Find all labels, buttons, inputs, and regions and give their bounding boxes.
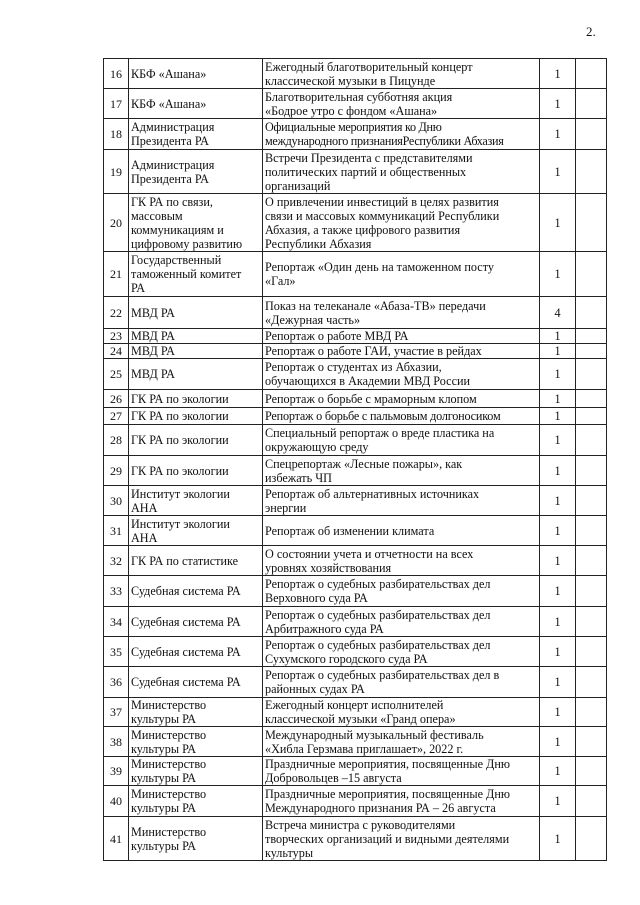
page-number: 2. — [586, 24, 596, 39]
count-cell: 1 — [540, 150, 576, 194]
organization-cell: Администрация Президента РА — [129, 150, 263, 194]
count-cell: 1 — [540, 516, 576, 546]
empty-cell — [576, 486, 607, 516]
count-cell: 1 — [540, 576, 576, 607]
table-row — [104, 194, 607, 252]
table-row — [104, 150, 607, 194]
table-row — [104, 637, 607, 667]
empty-cell — [576, 408, 607, 425]
count-cell: 1 — [540, 329, 576, 344]
empty-cell — [576, 456, 607, 486]
row-number: 33 — [104, 576, 129, 607]
description-cell: Репортаж о борьбе с мраморным клопом — [263, 390, 540, 408]
organization-cell: Судебная система РА — [129, 637, 263, 667]
description-cell: Встреча министра с руководителями творческих организаций и видными деятелями культуры — [263, 817, 540, 861]
organization-cell: Министерство культуры РА — [129, 817, 263, 861]
count-cell: 1 — [540, 698, 576, 727]
row-number: 16 — [104, 59, 129, 89]
empty-cell — [576, 329, 607, 344]
row-number: 20 — [104, 194, 129, 252]
description-cell: Праздничные мероприятия, посвященные Дню Международного признания РА – 26 августа — [263, 786, 540, 817]
table-row — [104, 359, 607, 390]
row-number: 41 — [104, 817, 129, 861]
empty-cell — [576, 637, 607, 667]
table-row — [104, 698, 607, 727]
table-row — [104, 456, 607, 486]
row-number: 32 — [104, 546, 129, 576]
row-number: 19 — [104, 150, 129, 194]
row-number: 27 — [104, 408, 129, 425]
organization-cell: МВД РА — [129, 344, 263, 359]
table-row — [104, 757, 607, 786]
empty-cell — [576, 757, 607, 786]
organization-cell: ГК РА по экологии — [129, 390, 263, 408]
row-number: 18 — [104, 119, 129, 150]
events-table — [103, 58, 607, 861]
count-cell: 1 — [540, 252, 576, 297]
count-cell: 4 — [540, 297, 576, 329]
count-cell: 1 — [540, 344, 576, 359]
count-cell: 1 — [540, 59, 576, 89]
table-row — [104, 297, 607, 329]
organization-cell: МВД РА — [129, 297, 263, 329]
row-number: 22 — [104, 297, 129, 329]
count-cell: 1 — [540, 546, 576, 576]
table-row — [104, 59, 607, 89]
table-row — [104, 390, 607, 408]
count-cell: 1 — [540, 817, 576, 861]
count-cell: 1 — [540, 359, 576, 390]
organization-cell: ГК РА по статистике — [129, 546, 263, 576]
table-row — [104, 516, 607, 546]
organization-cell: Судебная система РА — [129, 607, 263, 637]
description-cell: Показ на телеканале «Абаза-ТВ» передачи «Дежурная часть» — [263, 297, 540, 329]
organization-cell: Министерство культуры РА — [129, 757, 263, 786]
organization-cell: КБФ «Ашана» — [129, 59, 263, 89]
organization-cell: МВД РА — [129, 329, 263, 344]
count-cell: 1 — [540, 425, 576, 456]
row-number: 23 — [104, 329, 129, 344]
organization-cell: ГК РА по экологии — [129, 408, 263, 425]
count-cell: 1 — [540, 667, 576, 698]
table-row — [104, 607, 607, 637]
description-cell: О привлечении инвестиций в целях развития связи и массовых коммуникаций Республики Абхазия, а также цифрового развития Республики Абхазия — [263, 194, 540, 252]
description-cell: Репортаж об изменении климата — [263, 516, 540, 546]
description-cell: Репортаж о студентах из Абхазии, обучающихся в Академии МВД России — [263, 359, 540, 390]
empty-cell — [576, 119, 607, 150]
organization-cell: Судебная система РА — [129, 576, 263, 607]
description-cell: Репортаж о работе ГАИ, участие в рейдах — [263, 344, 540, 359]
empty-cell — [576, 786, 607, 817]
organization-cell: Министерство культуры РА — [129, 698, 263, 727]
description-cell: Международный музыкальный фестиваль «Хибла Герзмава приглашает», 2022 г. — [263, 727, 540, 757]
count-cell: 1 — [540, 119, 576, 150]
row-number: 24 — [104, 344, 129, 359]
table-row — [104, 546, 607, 576]
organization-cell: ГК РА по экологии — [129, 425, 263, 456]
description-cell: Благотворительная субботняя акция «Бодрое утро с фондом «Ашана» — [263, 89, 540, 119]
table-row — [104, 344, 607, 359]
description-cell: Спецрепортаж «Лесные пожары», как избежать ЧП — [263, 456, 540, 486]
row-number: 25 — [104, 359, 129, 390]
row-number: 26 — [104, 390, 129, 408]
count-cell: 1 — [540, 607, 576, 637]
row-number: 31 — [104, 516, 129, 546]
empty-cell — [576, 817, 607, 861]
description-cell: Репортаж о работе МВД РА — [263, 329, 540, 344]
description-cell: Специальный репортаж о вреде пластика на окружающую среду — [263, 425, 540, 456]
organization-cell: ГК РА по экологии — [129, 456, 263, 486]
empty-cell — [576, 698, 607, 727]
description-cell: Репортаж о судебных разбирательствах дел Арбитражного суда РА — [263, 607, 540, 637]
row-number: 40 — [104, 786, 129, 817]
empty-cell — [576, 150, 607, 194]
description-cell: Репортаж о судебных разбирательствах дел в районных судах РА — [263, 667, 540, 698]
row-number: 34 — [104, 607, 129, 637]
count-cell: 1 — [540, 89, 576, 119]
count-cell: 1 — [540, 637, 576, 667]
empty-cell — [576, 344, 607, 359]
organization-cell: Судебная система РА — [129, 667, 263, 698]
row-number: 17 — [104, 89, 129, 119]
count-cell: 1 — [540, 486, 576, 516]
row-number: 36 — [104, 667, 129, 698]
description-cell: Встречи Президента с представителями политических партий и общественных организаций — [263, 150, 540, 194]
count-cell: 1 — [540, 408, 576, 425]
table-row — [104, 252, 607, 297]
empty-cell — [576, 516, 607, 546]
row-number: 29 — [104, 456, 129, 486]
empty-cell — [576, 576, 607, 607]
description-cell: Ежегодный концерт исполнителей классической музыки «Гранд опера» — [263, 698, 540, 727]
row-number: 28 — [104, 425, 129, 456]
description-cell: Репортаж об альтернативных источниках энергии — [263, 486, 540, 516]
description-cell: Репортаж «Один день на таможенном посту «Гал» — [263, 252, 540, 297]
organization-cell: Институт экологии АНА — [129, 516, 263, 546]
organization-cell: Государственный таможенный комитет РА — [129, 252, 263, 297]
empty-cell — [576, 727, 607, 757]
table-row — [104, 329, 607, 344]
empty-cell — [576, 425, 607, 456]
table-row — [104, 486, 607, 516]
table-row — [104, 727, 607, 757]
organization-cell: ГК РА по связи, массовым коммуникациям и цифровому развитию — [129, 194, 263, 252]
empty-cell — [576, 546, 607, 576]
empty-cell — [576, 297, 607, 329]
empty-cell — [576, 607, 607, 637]
empty-cell — [576, 667, 607, 698]
count-cell: 1 — [540, 757, 576, 786]
count-cell: 1 — [540, 194, 576, 252]
empty-cell — [576, 252, 607, 297]
row-number: 30 — [104, 486, 129, 516]
empty-cell — [576, 390, 607, 408]
row-number: 39 — [104, 757, 129, 786]
organization-cell: КБФ «Ашана» — [129, 89, 263, 119]
description-cell: Репортаж о судебных разбирательствах дел Сухумского городского суда РА — [263, 637, 540, 667]
description-cell: Официальные мероприятия ко Дню международного признанияРеспублики Абхазия — [263, 119, 540, 150]
description-cell: Репортаж о борьбе с пальмовым долгоносиком — [263, 408, 540, 425]
organization-cell: МВД РА — [129, 359, 263, 390]
table-row — [104, 89, 607, 119]
organization-cell: Министерство культуры РА — [129, 727, 263, 757]
organization-cell: Институт экологии АНА — [129, 486, 263, 516]
description-cell: О состоянии учета и отчетности на всех уровнях хозяйствования — [263, 546, 540, 576]
count-cell: 1 — [540, 456, 576, 486]
description-cell: Праздничные мероприятия, посвященные Дню Добровольцев –15 августа — [263, 757, 540, 786]
organization-cell: Министерство культуры РА — [129, 786, 263, 817]
description-cell: Репортаж о судебных разбирательствах дел Верховного суда РА — [263, 576, 540, 607]
table-row — [104, 119, 607, 150]
table-row — [104, 408, 607, 425]
count-cell: 1 — [540, 786, 576, 817]
row-number: 37 — [104, 698, 129, 727]
table-row — [104, 817, 607, 861]
empty-cell — [576, 194, 607, 252]
row-number: 38 — [104, 727, 129, 757]
table-row — [104, 425, 607, 456]
count-cell: 1 — [540, 727, 576, 757]
description-cell: Ежегодный благотворительный концерт классической музыки в Пицунде — [263, 59, 540, 89]
table-row — [104, 786, 607, 817]
row-number: 21 — [104, 252, 129, 297]
row-number: 35 — [104, 637, 129, 667]
empty-cell — [576, 59, 607, 89]
table-row — [104, 667, 607, 698]
count-cell: 1 — [540, 390, 576, 408]
empty-cell — [576, 89, 607, 119]
empty-cell — [576, 359, 607, 390]
organization-cell: Администрация Президента РА — [129, 119, 263, 150]
table-row — [104, 576, 607, 607]
